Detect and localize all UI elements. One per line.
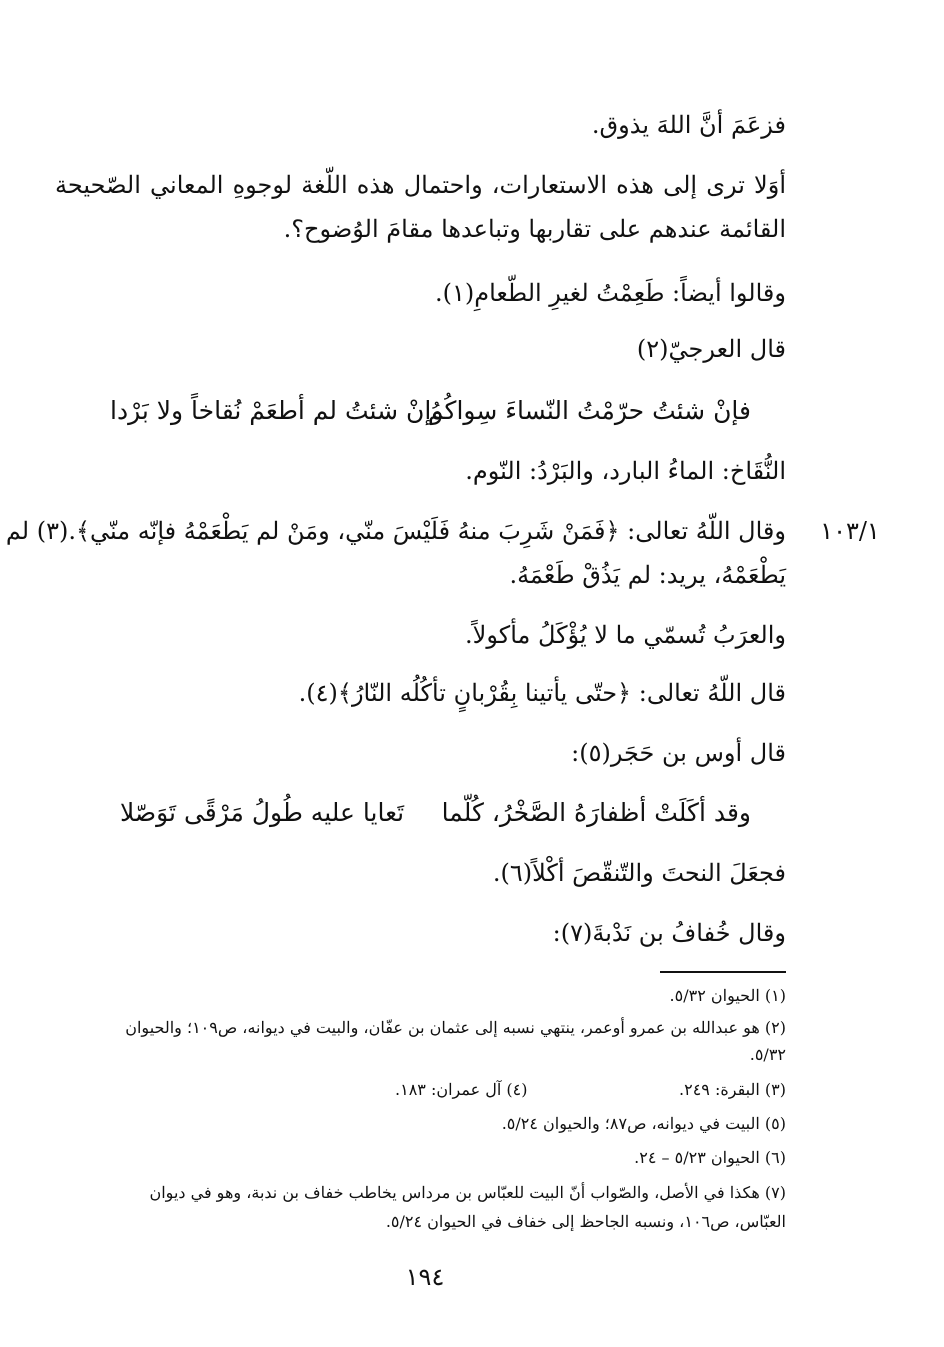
footnote: (٣) البقرة: ٢٤٩. — [679, 1080, 786, 1099]
text-line: القائمة عندهم على تقاربها وتباعدها مقامَ الوُضوح؟. — [283, 215, 786, 243]
text-line: قال أوس بن حَجَر(٥): — [571, 739, 786, 767]
text-line: أوَلا ترى إلى هذه الاستعارات، واحتمال هذه اللّغة لوجوهِ المعاني الصّحيحة — [55, 171, 786, 199]
footnote: (١) الحيوان ٥/٣٢. — [669, 986, 786, 1005]
text-line: والعرَبُ تُسمّي ما لا يُؤْكَلُ مأكولاً. — [465, 621, 786, 649]
text-line: وقالوا أيضاً: طَعِمْتُ لغيرِ الطّعامِ(١). — [435, 279, 786, 307]
verse-hemistich-first: فإنْ شئتُ حرّمْتُ النّساءَ سِواكُمُ — [427, 396, 751, 425]
footnote: (٢) هو عبدالله بن عمرو أوعمر، ينتهي نسبه إلى عثمان بن عفّان، والبيت في ديوانه، ص١٠٩؛ والحيوان — [125, 1018, 786, 1037]
text-line: النُّقَاخ: الماءُ البارد، والبَرْدُ: النّوم. — [465, 457, 786, 485]
verse-hemistich-first: وقد أكَلَتْ أظفارَهُ الصَّخْرُ، كُلّما — [441, 798, 751, 827]
footnote-continuation: ٥/٣٢. — [749, 1045, 786, 1064]
footnote: (٧) هكذا في الأصل، والصّواب أنّ البيت للعبّاس بن مرداس يخاطب خفاف بن ندبة، وهو في ديوان — [149, 1183, 786, 1202]
text-line: وقال خُفافُ بن نَدْبةَ(٧): — [552, 919, 786, 947]
text-line: فزعَمَ أنَّ اللهَ يذوق. — [591, 111, 786, 139]
text-line: يَطْعَمْهُ، يريد: لم يَذُقْ طَعْمَهُ. — [509, 561, 786, 589]
text-line: قال العرجيّ(٢) — [636, 335, 786, 363]
footnote: (٤) آل عمران: ١٨٣. — [395, 1080, 528, 1099]
page-number: ١٩٤ — [405, 1263, 445, 1291]
footnote-pair — [55, 1077, 786, 1103]
margin-reference: ١٠٣/١ — [820, 517, 880, 545]
text-line: قال اللّهُ تعالى: ﴿حتّى يأتينا بِقُرْبانٍ تأكُلُه النّارُ﴾(٤). — [298, 679, 786, 707]
footnote-divider — [660, 971, 786, 973]
footnote: (٦) الحيوان ٥/٢٣ – ٢٤. — [634, 1148, 786, 1167]
footnote: (٥) البيت في ديوانه، ص٨٧؛ والحيوان ٥/٢٤. — [501, 1114, 786, 1133]
verse-hemistich-second: تَعايا عليه طُولُ مَرْقًى تَوَصّلا — [120, 798, 405, 827]
text-line: فجعَلَ النحتَ والتّنقّصَ أكْلاً(٦). — [492, 859, 786, 887]
footnote-continuation: العبّاس، ص١٠٦، ونسبه الجاحظ إلى خفاف في الحيوان ٥/٢٤. — [385, 1212, 786, 1231]
verse-hemistich-second: وإنْ شئتُ لم أطعَمْ نُقاخاً ولا بَرْدا — [110, 396, 444, 425]
text-line: وقال اللّهُ تعالى: ﴿فَمَنْ شَرِبَ منهُ فَلَيْسَ منّي، ومَنْ لم يَطْعَمْهُ فإنّه منّي﴾.(٣) لم — [5, 517, 786, 545]
